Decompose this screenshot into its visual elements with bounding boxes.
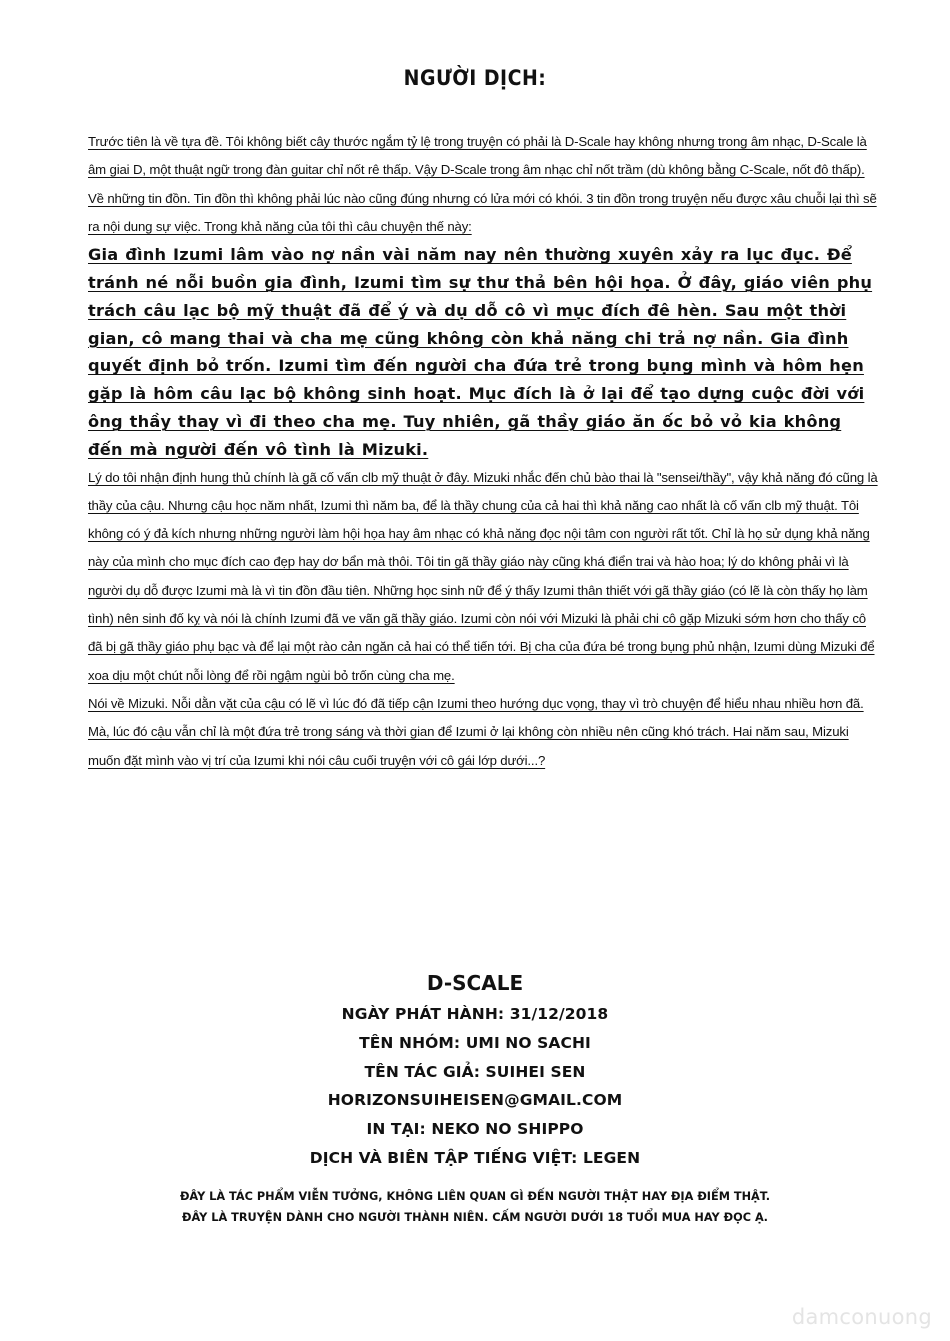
note-paragraph-culprit-text: Lý do tôi nhận định hung thủ chính là gã cố vấn clb mỹ thuật ở đây. Mizuki nhắc đến chủ bào thai là "sensei/thầy", vậy khả năng đó cũng là thầy của cậu. Nhưng cậu học năm nhất, Izumi thì năm ba, để là thầy chung của cả hai thì khả năng cao nhất là cố vấn clb mỹ thuật. Tôi không có ý đả kích nhưng những người làm hội họa hay âm nhạc có khả năng đọc nội tâm con người rất tốt. Chỉ là họ sử dụng khả năng này của mình cho mục đích cao đẹp hay dơ bẩn mà thôi. Tôi tin gã thầy giáo này cũng khá điển trai và hào hoa; lý do không phải vì là người dụ dỗ được Izumi mà là vì tin đồn đầu tiên. Những học sinh nữ để ý thấy Izumi thân thiết với gã thầy giáo (có lẽ là còn thấy họ làm tình) nên sinh đố kỵ và nói là chính Izumi đã ve vãn gã thầy giáo. Izumi còn nói với Mizuki là phải chi cô gặp Mizuki sớm hơn cho thấy cô đã bị gã thầy giáo phụ bạc và để lại một rào cản ngăn cả hai có thể tiến tới. Bị cha của đứa bé trong bụng phủ nhận, Izumi dùng Mizuki để xoa dịu một chút nỗi lòng để rồi ngậm ngùi bỏ trốn cùng cha mẹ.	[88, 469, 878, 683]
disclaimer-block	[0, 1186, 950, 1228]
credits-block	[0, 966, 950, 1173]
note-paragraph-title-text: Trước tiên là về tựa đề. Tôi không biết cây thước ngắm tỷ lệ trong truyện có phải là D-Scale hay không nhưng trong âm nhạc, D-Scale là âm giai D, một thuật ngữ trong đàn guitar chỉ nốt rê thấp. Vậy D-Scale trong âm nhạc chỉ nốt trầm (dù không bằng C-Scale, nốt đô thấp).	[88, 134, 867, 178]
story-summary-text: Gia đình Izumi lâm vào nợ nần vài năm nay nên thường xuyên xảy ra lục đục. Để tránh né nỗi buồn gia đình, Izumi tìm sự thư thả bên hội họa. Ở đây, giáo viên phụ trách câu lạc bộ mỹ thuật đã để ý và dụ dỗ cô vì mục đích đê hèn. Sau một thời gian, cô mang thai và cha mẹ cũng không còn khả năng chi trả nợ nần. Gia đình quyết định bỏ trốn. Izumi tìm đến người cha đứa trẻ trong bụng mình và hôm hẹn gặp là hôm câu lạc bộ không sinh hoạt. Mục đích là ở lại để tạo dựng cuộc đời với ông thầy thay vì đi theo cha mẹ. Tuy nhiên, gã thầy giáo ăn ốc bỏ vỏ kia không đến mà người đến vô tình là Mizuki.	[88, 245, 873, 459]
translator-note-body	[88, 128, 878, 775]
page-title: NGƯỜI DỊCH:	[403, 66, 547, 90]
disclaimer-age: ĐÂY LÀ TRUYỆN DÀNH CHO NGƯỜI THÀNH NIÊN. CẤM NGƯỜI DƯỚI 18 TUỔI MUA HAY ĐỌC Ạ.	[182, 1211, 768, 1224]
note-paragraph-title	[88, 128, 878, 185]
disclaimer-fiction: ĐÂY LÀ TÁC PHẨM VIỄN TƯỞNG, KHÔNG LIÊN QUAN GÌ ĐẾN NGƯỜI THẬT HAY ĐỊA ĐIỂM THẬT.	[179, 1190, 771, 1203]
contact-email: HORIZONSUIHEISEN@GMAIL.COM	[327, 1091, 623, 1110]
note-paragraph-rumors	[88, 185, 878, 242]
watermark: damconuong	[791, 1305, 932, 1329]
translator-credit: DỊCH VÀ BIÊN TẬP TIẾNG VIỆT: LEGEN	[309, 1148, 641, 1167]
group-name: TÊN NHÓM: UMI NO SACHI	[359, 1033, 591, 1052]
credits-title: D-SCALE	[426, 971, 524, 995]
printer-name: IN TẠI: NEKO NO SHIPPO	[366, 1120, 584, 1139]
note-paragraph-mizuki-text: Nói về Mizuki. Nỗi dằn vặt của cậu có lẽ vì lúc đó đã tiếp cận Izumi theo hướng dục vọng, thay vì trò chuyện để hiểu nhau nhiều hơn đã. Mà, lúc đó cậu vẫn chỉ là một đứa trẻ trong sáng và thời gian để Izumi ở lại không còn nhiều nên cũng khó trách. Hai năm sau, Mizuki muốn đặt mình vào vị trí của Izumi khi nói câu cuối truyện với cô gái lớp dưới...?	[88, 695, 864, 768]
note-paragraph-culprit	[88, 464, 878, 690]
author-name: TÊN TÁC GIẢ: SUIHEI SEN	[364, 1062, 586, 1081]
release-date: NGÀY PHÁT HÀNH: 31/12/2018	[341, 1005, 609, 1023]
note-paragraph-rumors-text: Về những tin đồn. Tin đồn thì không phải lúc nào cũng đúng nhưng có lửa mới có khói. 3 tin đồn trong truyện nếu được xâu chuỗi lại thì sẽ ra nội dung sự việc. Trong khả năng của tôi thì câu chuyện thế này:	[88, 190, 877, 234]
story-summary	[88, 241, 878, 463]
note-paragraph-mizuki	[88, 690, 878, 775]
